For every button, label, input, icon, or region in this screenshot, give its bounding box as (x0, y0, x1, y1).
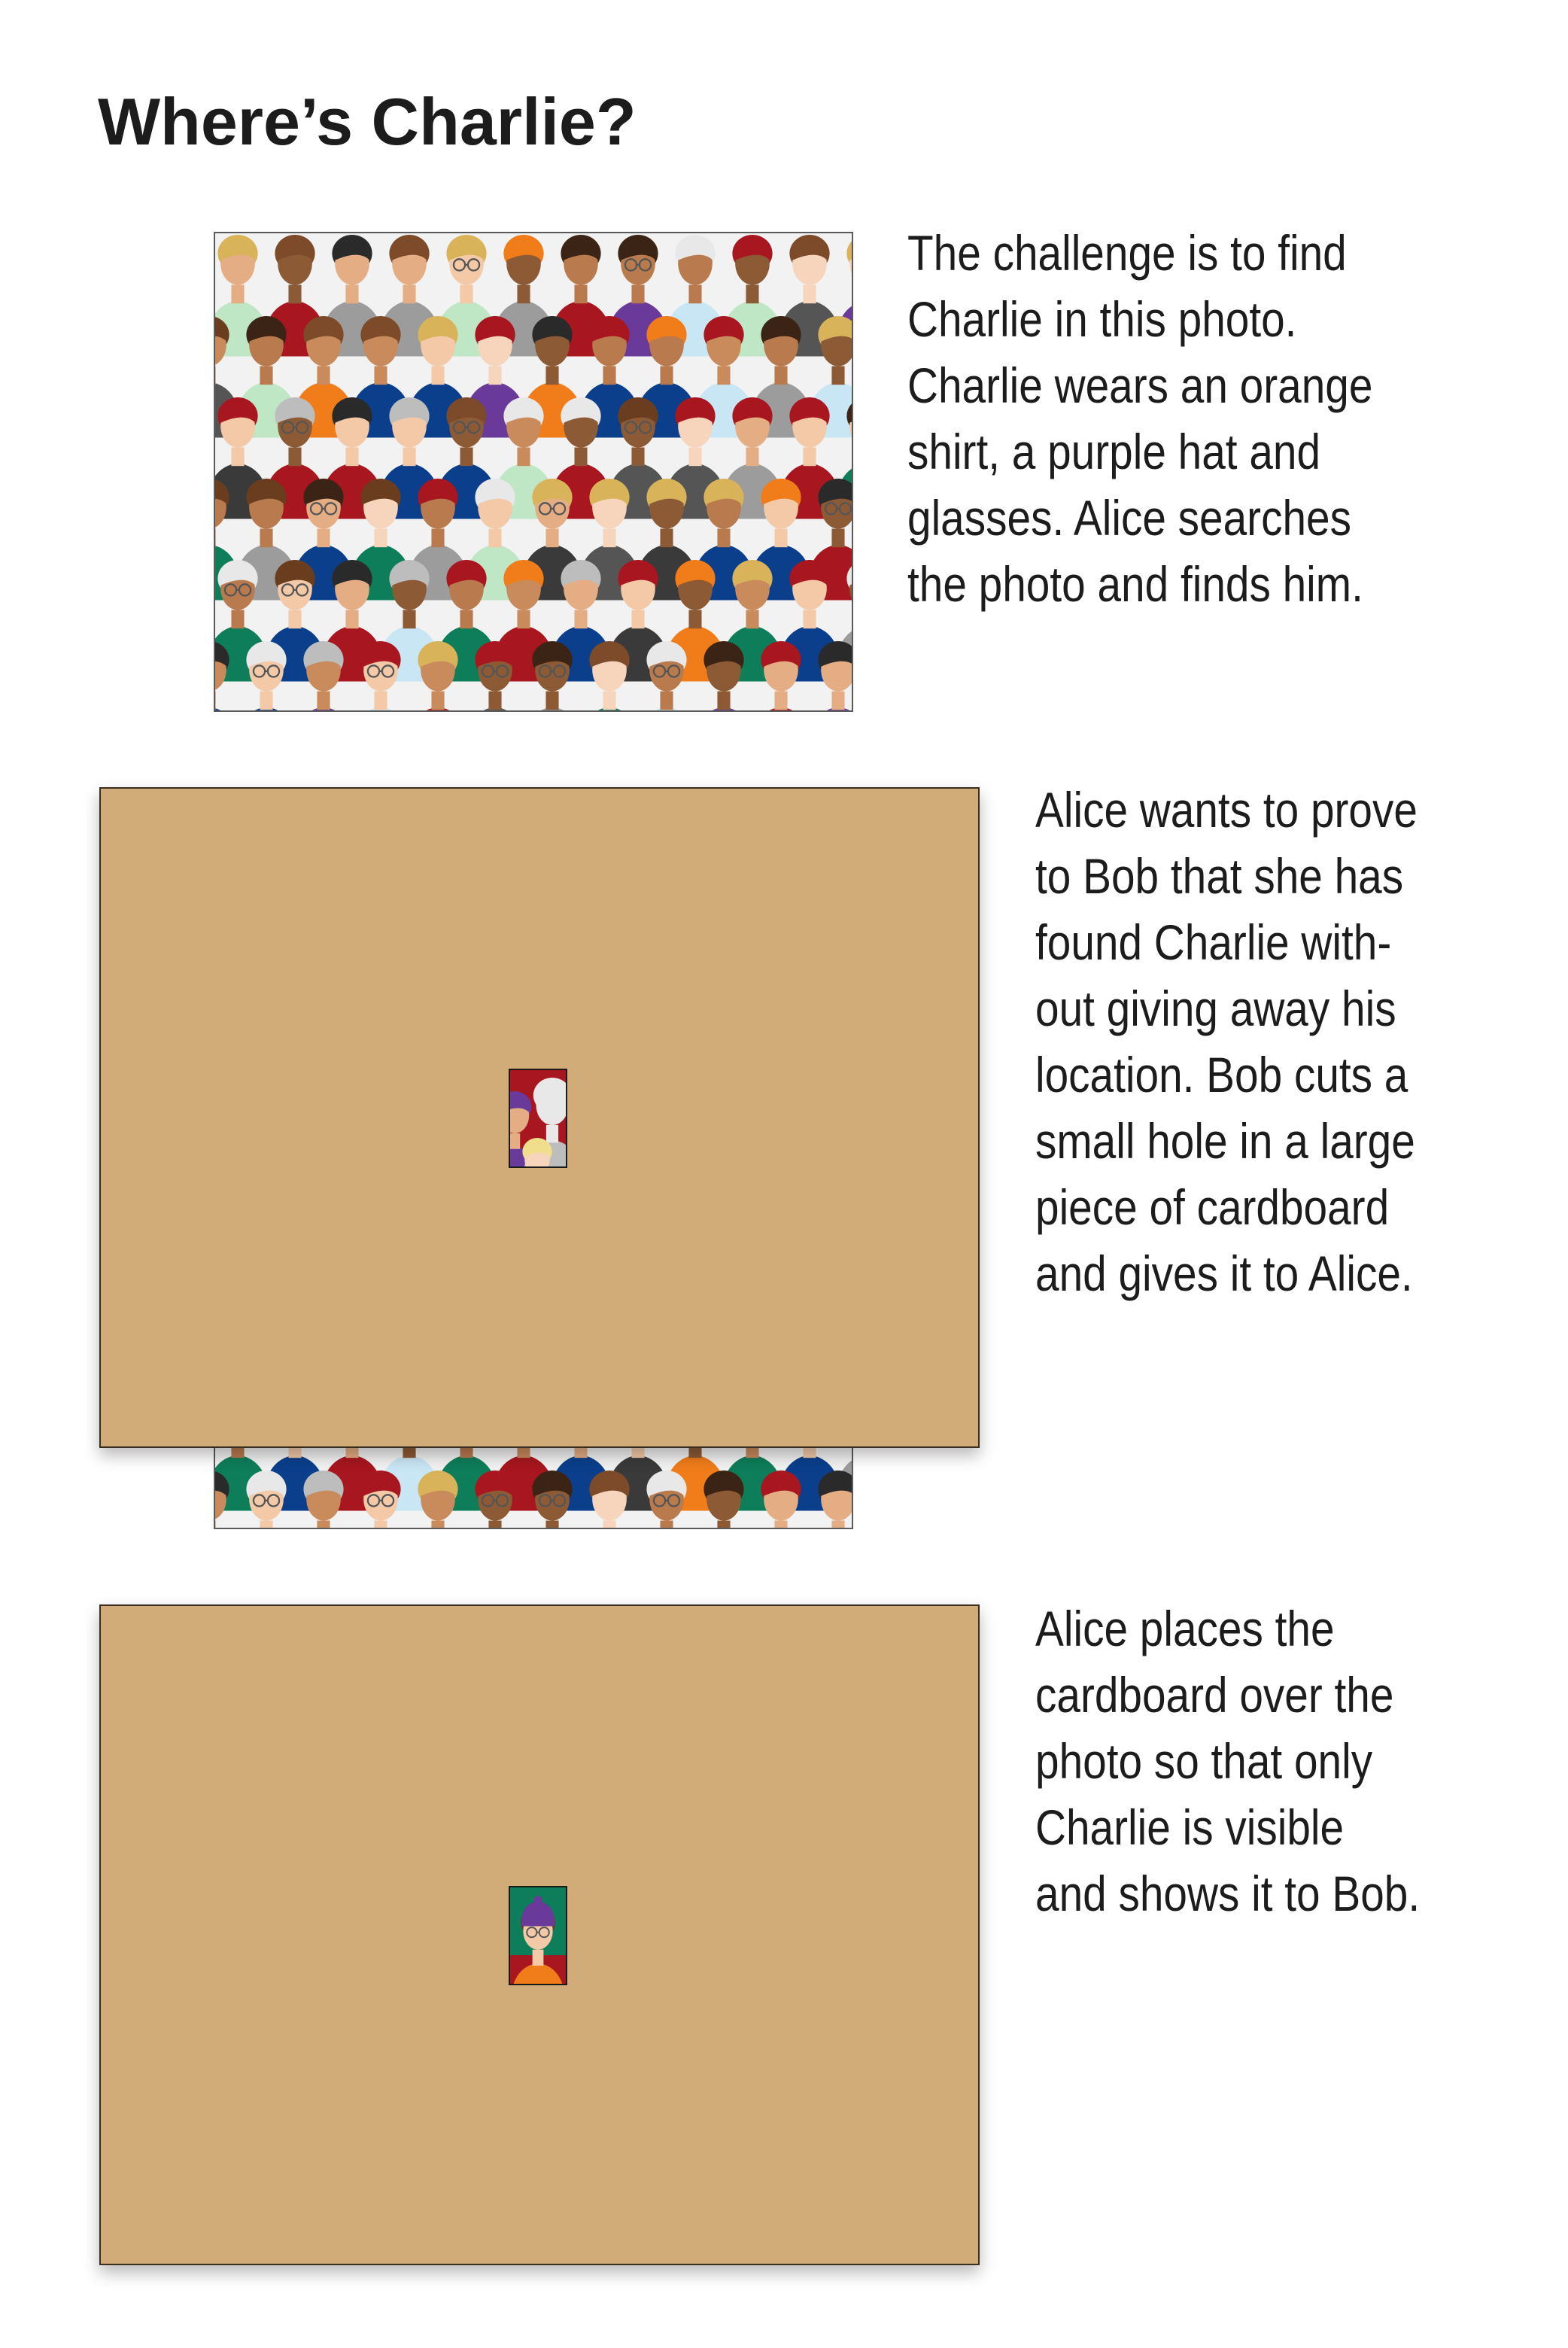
cardboard-hole (509, 1886, 567, 1985)
cardboard-hole (509, 1069, 567, 1168)
step-2-caption: Alice wants to prove to Bob that she has found Charlie with- out giving away his location. Bob cuts a small hole in a large piece of cardboard and gives it to Alice. (1035, 782, 1418, 1301)
page-title: Where’s Charlie? (98, 84, 637, 159)
cardboard-sheet (99, 787, 980, 1448)
cardboard-over-photo (99, 1604, 980, 2265)
crowd-photo (214, 232, 853, 712)
charlie-figure (510, 1887, 566, 1984)
step-1-caption: The challenge is to find Charlie in this photo. Charlie wears an orange shirt, a purple hat and glasses. Alice searches the photo and finds him. (907, 225, 1373, 612)
step-3-caption: Alice places the cardboard over the photo so that only Charlie is visible and shows it to Bob. (1035, 1601, 1421, 1921)
crowd-illustration (215, 233, 852, 710)
hole-peek (510, 1070, 566, 1166)
